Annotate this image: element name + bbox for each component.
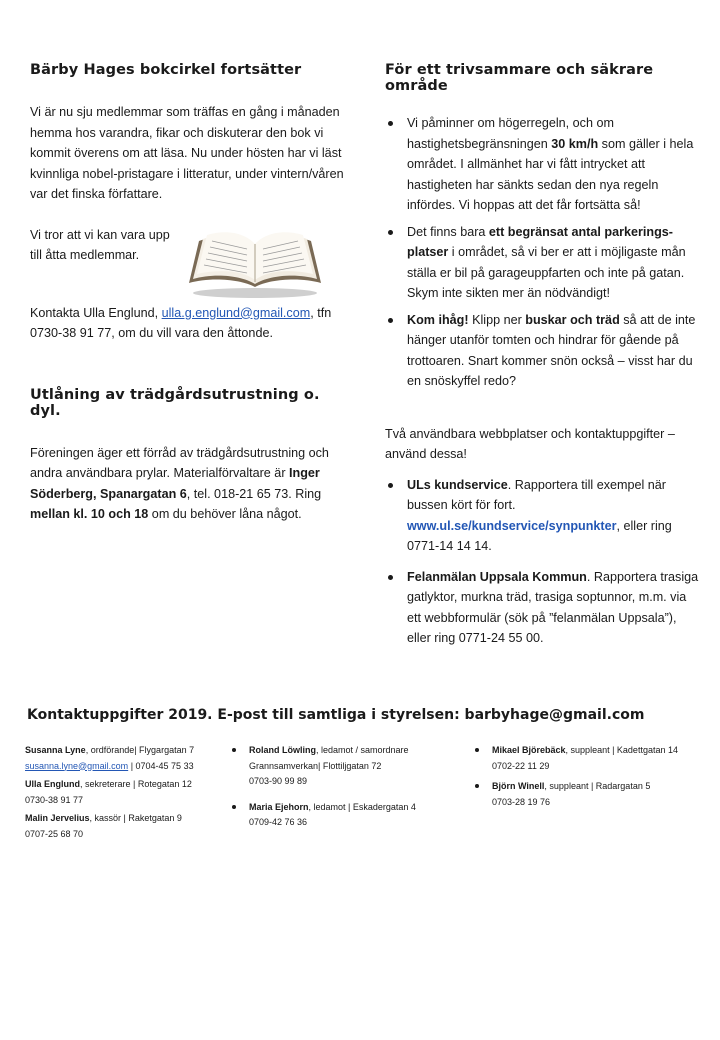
list-item: Felanmälan Uppsala Kommun. Rapportera trasiga gatlyktor, murkna träd, trasiga soptunnor, m.m. via ett webbformulär (sök på ”felanmälan Uppsala”), eller ring 0771-24 55 00. — [385, 567, 700, 649]
trivsel-list — [385, 113, 700, 392]
bokcirkel-heading: Bärby Hages bokcirkel fortsätter — [30, 62, 302, 78]
contact-entry: Malin Jervelius, kassör | Raketgatan 9 0707-25 68 70 — [25, 813, 182, 839]
contact-column-2 — [232, 743, 462, 834]
ul-kundservice-link[interactable]: www.ul.se/kundservice/synpunkter — [407, 518, 617, 533]
contact-column-1 — [25, 743, 225, 845]
trivsel-heading: För ett trivsammare och säkrare område — [385, 62, 654, 94]
webb-intro: Två användbara webbplatser och kontaktuppgifter – använd dessa! — [385, 426, 675, 461]
bokcirkel-members: Vi tror att vi kan vara upp till åtta medlemmar. — [30, 227, 170, 262]
bokcirkel-body: Vi är nu sju medlemmar som träffas en gång i månaden hemma hos varandra, fikar och diskuterar den bok vi kommit överens om att läsa. Nu under hösten har vi läst kvinnliga nobel-pristagare i litteratur, under vintern/våren var det finska författare. — [30, 105, 344, 201]
list-item: Vi påminner om högerregeln, och om hastighetsbegränsningen 30 km/h som gäller i hela området. I allmänhet har vi fått intrycket att hastigheten har sänkts sedan den nya regeln infördes. Vi hoppas att det får fortsätta så! — [385, 113, 700, 216]
bokcirkel-contact: Kontakta Ulla Englund, ulla.g.englund@gmail.com, tfn 0730-38 91 77, om du vill vara den åttonde. — [30, 305, 332, 340]
contact-entry: Björn Winell, suppleant | Radargatan 5 0703-28 19 76 — [475, 779, 710, 810]
contact-entry: Susanna Lyne, ordförande| Flygargatan 7 susanna.lyne@gmail.com | 0704-45 75 33 — [25, 745, 195, 771]
contact-entry: Roland Löwling, ledamot / samordnare Grannsamverkan| Flottiljgatan 72 0703-90 99 89 — [232, 743, 462, 790]
webb-list — [385, 475, 700, 649]
contact-email-link[interactable]: susanna.lyne@gmail.com — [25, 760, 129, 771]
kontakt-heading: Kontaktuppgifter 2019. E-post till samtliga i styrelsen: barbyhage@gmail.com — [27, 707, 645, 723]
contact-entry: Mikael Björebäck, suppleant | Kadettgatan 14 0702-22 11 29 — [475, 743, 710, 774]
list-item: ULs kundservice. Rapportera till exempel när bussen kört för fort. www.ul.se/kundservice/synpunkter, eller ring 0771-14 14 14. — [385, 475, 700, 557]
utlaning-body: Föreningen äger ett förråd av trädgårdsutrustning och andra användbara prylar. Materialförvaltare är Inger Söderberg, Spanargatan 6, tel. 018-21 65 73. Ring mellan kl. 10 och 18 om du behöver låna något. — [30, 445, 329, 521]
contact-column-3 — [475, 743, 710, 813]
list-item: Kom ihåg! Klipp ner buskar och träd så att de inte hänger utanför tomten och hindrar för gående på trottoaren. Snart kommer snön också – visst har du en snöskyffel redo? — [385, 310, 700, 392]
contact-entry: Maria Ejehorn, ledamot | Eskadergatan 4 0709-42 76 36 — [232, 800, 462, 831]
right-column — [385, 62, 700, 649]
left-column — [30, 62, 350, 525]
contact-entry: Ulla Englund, sekreterare | Rotegatan 12 0730-38 91 77 — [25, 779, 192, 805]
utlaning-heading: Utlåning av trädgårdsutrustning o. dyl. — [30, 386, 320, 419]
list-item: Det finns bara ett begränsat antal parkerings-platser i området, så vi ber er att i möjligaste mån ställa er bil på garageuppfarten och inte på gatan. Skym inte sikten mer än nödvändigt! — [385, 222, 700, 304]
open-book-icon — [185, 227, 325, 299]
bokcirkel-email-link[interactable]: ulla.g.englund@gmail.com — [161, 305, 311, 320]
